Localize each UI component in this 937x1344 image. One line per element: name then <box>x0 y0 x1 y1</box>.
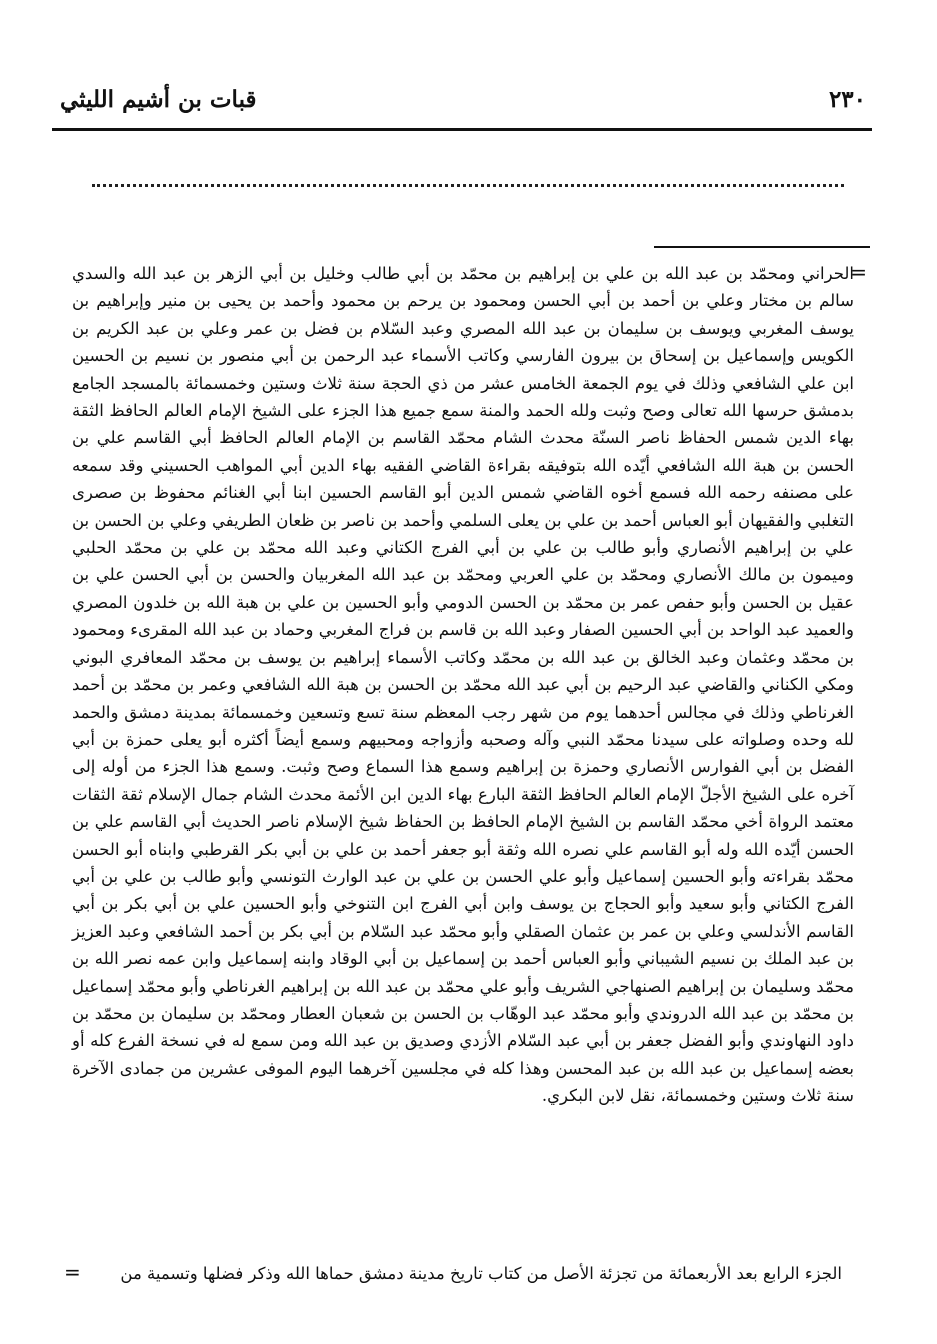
closing-paragraph: الجزء الرابع بعد الأربعمائة من تجزئة الأصل من كتاب تاريخ مدينة دمشق حماها الله وذكر فضلها وتسمية من <box>120 1264 842 1283</box>
page-header <box>52 82 872 124</box>
page-title: قبات بن أشيم الليثي <box>60 86 257 113</box>
footnote-continuation-mark-top: = <box>850 260 867 284</box>
header-rule <box>52 128 872 131</box>
page-number: ٢٣٠ <box>828 86 866 113</box>
footnote-body-text: الحراني ومحمّد بن عبد الله بن علي بن إبراهيم بن محمّد بن أبي طالب وخليل بن أبي الزهر بن عبد الله والسدي سالم بن مختار وعلي بن أحمد بن أبي الحسن ومحمود بن يرحم بن محمود وأحمد بن يحيى بن منير وإبراهيم بن يوسف المغربي ويوسف بن سليمان بن عبد الله المصري وعبد السّلام بن فضل بن عمر وعلي بن عبد الكريم بن الكويس وإسماعيل بن إسحاق بن بيرون الفارسي وكاتب الأسماء عبد الرحمن بن أبي منصور بن نسيم بن الحسين ابن علي الشافعي وذلك في يوم الجمعة الخامس عشر من ذي الحجة سنة ثلاث وستين وخمسمائة بالمسجد الجامع بدمشق حرسها الله تعالى وصح وثبت ولله الحمد والمنة سمع جميع هذا الجزء على الشيخ الإمام العالم الحافظ الثقة بهاء الدين شمس الحفاظ ناصر السنّة محدث الشام محمّد القاسم بن الإمام العالم الحافظ أبي القاسم علي بن الحسن بن هبة الله الشافعي أيّده الله بتوفيقه بقراءة القاضي الفقيه بهاء الدين أبي المواهب الحسيني وقد سمعه على مصنفه رحمه الله فسمع أخوه القاضي شمس الدين أبو القاسم الحسين ابنا أبي الغنائم محفوظ بن صصرى التغلبي والفقيهان أبو العباس أحمد بن علي بن يعلى السلمي وأحمد بن ناصر بن ظعان الطريفي وعلي بن الحسن بن علي بن إبراهيم الأنصاري وأبو طالب بن علي بن أبي الفرج الكتاني وعبد الله محمّد بن علي بن محمّد الحلبي وميمون بن مالك الأنصاري ومحمّد بن علي العربي ومحمّد بن عبد الله المغربيان والحسن بن أبي الحسن علي بن عقيل بن الحسن وأبو حفص عمر بن محمّد بن الحسن الدومي وأبو الحسين بن علي بن هبة الله بن خلدون المصري والعميد عبد الواحد بن أبي الحسين الصفار وعبد الله بن قاسم بن فراج المغربي وحماد بن عبد الله المقرىء ومحمود بن محمّد وعثمان وعبد الخالق بن عبد الله بن محمّد وكاتب الأسماء إبراهيم بن يوسف بن محمّد المعافري البوني ومكي الكناني والقاضي عبد الرحيم بن أبي عبد الله محمّد بن الحسن بن هبة الله الشافعي وعمر بن محمّد بن أحمد الغرناطي وذلك في مجالس أحدهما يوم من شهر رجب المعظم سنة تسع وتسعين وخمسمائة بمدينة دمشق والحمد لله وحده وصلواته على سيدنا محمّد النبي وآله وصحبه وأزواجه ومحبيهم وسمع أيضاً أكثره أبو يعلى حمزة بن أبي الفضل بن أبي الفوارس الأنصاري وحمزة بن إبراهيم وسمع هذا السماع وصح وثبت. وسمع هذا الجزء من أوله إلى آخره على الشيخ الأجلّ الإمام العالم الحافظ الثقة البارع بهاء الدين ابن الأئمة محدث الشام جمال الإسلام ثقة الثقات معتمد الرواة أخي محمّد القاسم بن الشيخ الإمام الحافظ بن الحفاظ شيخ الإسلام ناصر الحديث أبي القاسم علي بن الحسن أيّده الله وله أبو القاسم علي نصره الله وثقة أبو جعفر أحمد بن علي بن أبي بكر القرطبي وابناه أبو الحسن محمّد بقراءته وأبو الحسين إسماعيل وأبو علي الحسن بن علي بن عبد الوارث التونسي وأبو طالب بن علي بن أبي الفرج الكتاني وأبو سعيد وأبو الحجاج بن يوسف وابن أبي الفرج ابن التنوخي وأبو الحسين علي بن أبي بكر بن أبي القاسم الأندلسي وعلي بن عمر بن عثمان الصقلي وأبو محمّد عبد السّلام بن أبي بكر بن أحمد الشافعي وعبد العزيز بن عبد الملك بن نسيم الشيباني وأبو العباس أحمد بن إسماعيل بن أبي الوقاد وابنه إسماعيل وابن عمه نصر الله بن محمّد وسليمان بن إبراهيم الصنهاجي الشريف وأبو علي محمّد بن عبد الله بن إبراهيم الغرناطي وأبو محمّد إسماعيل بن محمّد بن عبد الله الدروندي وأبو محمّد عبد الوهّاب بن الحسن بن شعبان العطار ومحمّد بن سليمان بن محمّد بن داود النهاوندي وأبو الفضل جعفر بن أبي عبد السّلام الأزدي وصديق بن عبد الله ومن سمع له في نسخة الفرع كله أو بعضه إسماعيل بن عبد الله بن عبد المحسن وهذا كله في مجلسين آخرهما اليوم الموفى عشرين من جمادى الآخرة سنة ثلاث وستين وخمسمائة، نقل لابن البكري. <box>72 264 854 1106</box>
footnote-rule <box>654 246 870 248</box>
footnote-continuation-mark-bottom: = <box>64 1260 81 1284</box>
dotted-separator <box>92 184 844 187</box>
